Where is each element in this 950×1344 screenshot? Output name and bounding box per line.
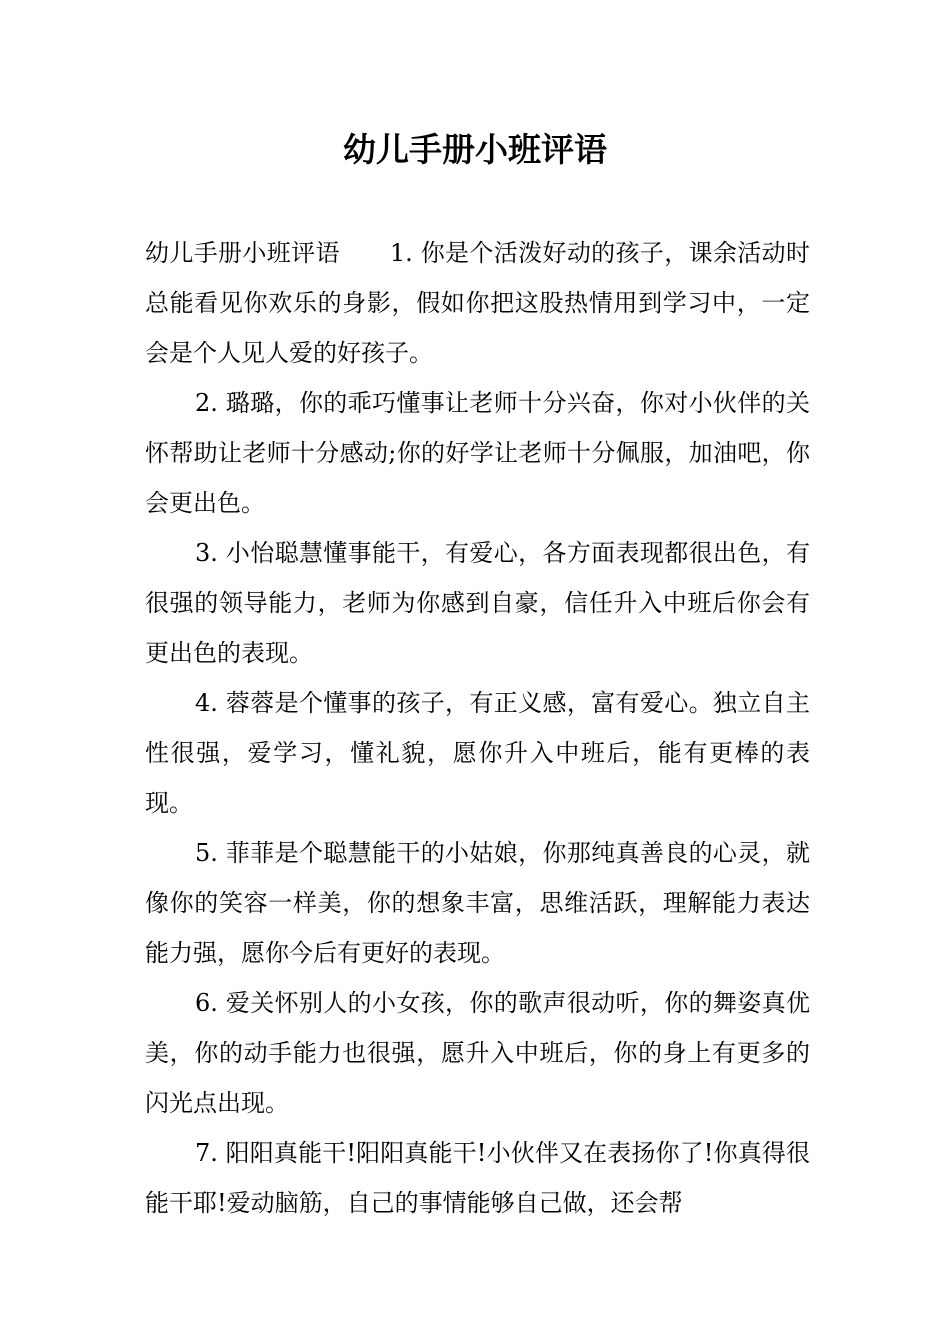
paragraph-1 (145, 228, 810, 378)
paragraph-2: 2. 璐璐，你的乖巧懂事让老师十分兴奋，你对小伙伴的关怀帮助让老师十分感动;你的好学让老师十分佩服，加油吧，你会更出色。 (145, 389, 810, 517)
paragraph-6: 6. 爱关怀别人的小女孩，你的歌声很动听，你的舞姿真优美，你的动手能力也很强，愿升入中班后，你的身上有更多的闪光点出现。 (145, 989, 810, 1117)
document-body (145, 228, 810, 1228)
paragraph-5: 5. 菲菲是个聪慧能干的小姑娘，你那纯真善良的心灵，就像你的笑容一样美，你的想象丰富，思维活跃，理解能力表达能力强，愿你今后有更好的表现。 (145, 839, 810, 967)
paragraph-3: 3. 小怡聪慧懂事能干，有爱心，各方面表现都很出色，有很强的领导能力，老师为你感到自豪，信任升入中班后你会有更出色的表现。 (145, 539, 810, 667)
intro-label: 幼儿手册小班评语 (145, 239, 340, 267)
paragraph-4: 4. 蓉蓉是个懂事的孩子，有正义感，富有爱心。独立自主性很强，爱学习，懂礼貌，愿你升入中班后，能有更棒的表现。 (145, 689, 810, 817)
paragraph-7: 7. 阳阳真能干!阳阳真能干!小伙伴又在表扬你了!你真得很能干耶!爱动脑筋，自己的事情能够自己做，还会帮 (145, 1139, 810, 1217)
document-title: 幼儿手册小班评语 (343, 130, 607, 169)
comment-1-text: 1. 你是个活泼好动的孩子，课余活动时总能看见你欢乐的身影，假如你把这股热情用到学习中，一定会是个人见人爱的好孩子。 (145, 239, 811, 367)
